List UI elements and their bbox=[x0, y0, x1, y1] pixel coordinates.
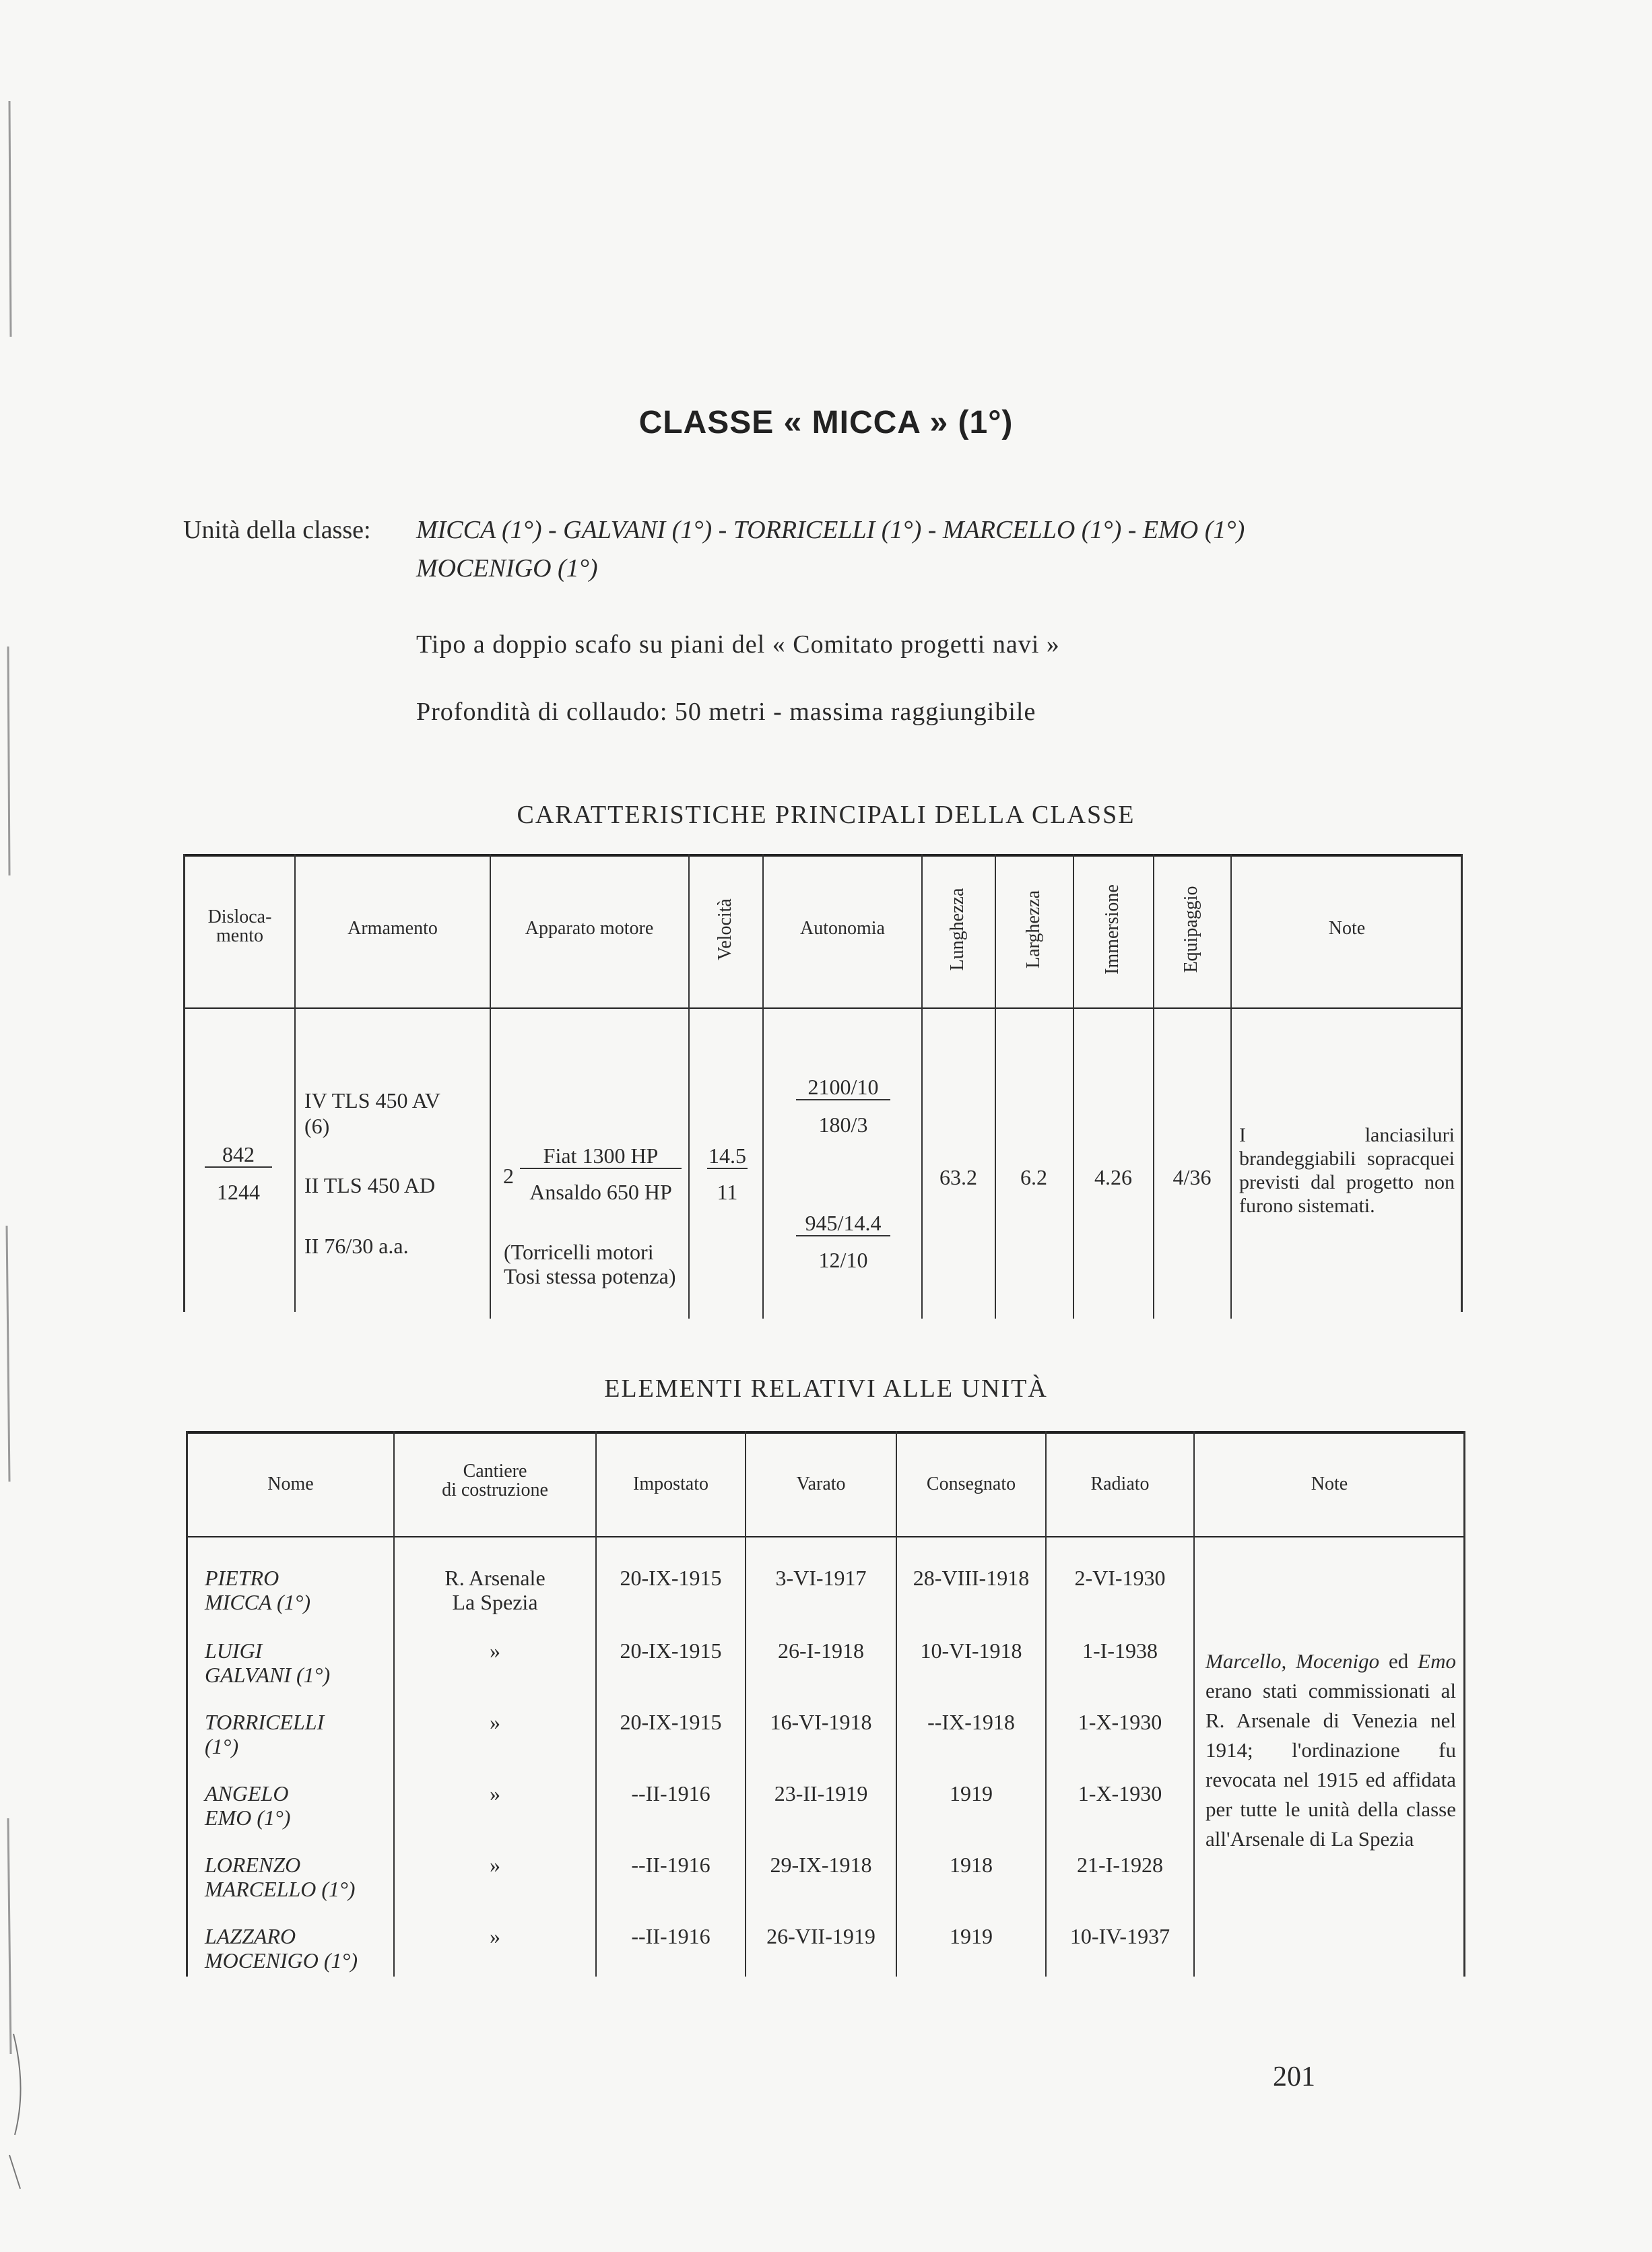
units-table bbox=[186, 1431, 1465, 1983]
stricken: 10-IV-1937 bbox=[1069, 1924, 1170, 1948]
laid-down: 20-IX-1915 bbox=[620, 1710, 722, 1734]
table-row bbox=[186, 1566, 1193, 1633]
page-number: 201 bbox=[1273, 2061, 1315, 2092]
header-nome: Nome bbox=[267, 1473, 314, 1494]
table-row bbox=[186, 1638, 1193, 1706]
stricken: 2-VI-1930 bbox=[1074, 1566, 1166, 1590]
header-lunghezza: Lunghezza bbox=[947, 888, 968, 971]
units-note-names: Marcello, Mocenigo bbox=[1205, 1649, 1380, 1673]
unit-name-1: TORRICELLI bbox=[205, 1710, 325, 1734]
delivered: 1919 bbox=[950, 1781, 993, 1806]
header-velocita: Velocità bbox=[715, 898, 735, 960]
header-radiato: Radiato bbox=[1090, 1473, 1150, 1494]
delivered: 28-VIII-1918 bbox=[913, 1566, 1030, 1590]
val-equipaggio: 4/36 bbox=[1172, 1165, 1212, 1189]
header-varato: Varato bbox=[796, 1473, 846, 1494]
val-immersione: 4.26 bbox=[1094, 1165, 1132, 1189]
arm-gun: II 76/30 a.a. bbox=[304, 1234, 409, 1258]
vel-surface: 14.5 bbox=[708, 1144, 746, 1168]
unit-name-1: LAZZARO bbox=[205, 1924, 296, 1948]
launched: 26-I-1918 bbox=[778, 1638, 864, 1663]
app-diesel: Fiat 1300 HP bbox=[520, 1144, 682, 1169]
units-list-line1: MICCA (1°) - GALVANI (1°) - TORRICELLI (1°) - MARCELLO (1°) - EMO (1°) bbox=[416, 516, 1245, 544]
header-cantiere-line1: Cantiere bbox=[463, 1461, 527, 1482]
type-line: Tipo a doppio scafo su piani del « Comitato progetti navi » bbox=[416, 630, 1060, 659]
aut-1: 2100/10 bbox=[796, 1075, 890, 1100]
vel-submerged: 11 bbox=[717, 1180, 738, 1204]
arm-torpedo-fwd: IV TLS 450 AV bbox=[304, 1088, 440, 1113]
header-armamento: Armamento bbox=[348, 918, 438, 939]
header-apparato-motore: Apparato motore bbox=[525, 918, 654, 939]
header-note: Note bbox=[1311, 1473, 1348, 1494]
disl-surface: 842 bbox=[205, 1142, 272, 1168]
stricken: 21-I-1928 bbox=[1077, 1853, 1163, 1877]
app-multiplier: 2 bbox=[503, 1164, 514, 1188]
units-note-text: erano stati commissionati al R. Arsenale di Venezia nel 1914; l'ordinazione fu revocata nel 1915 ed affidata per tutte le unità della classe all'Arsenale di La Spezia bbox=[1205, 1679, 1456, 1851]
stricken: 1-X-1930 bbox=[1078, 1781, 1162, 1806]
delivered: 10-VI-1918 bbox=[920, 1638, 1022, 1663]
header-cantiere bbox=[395, 1462, 595, 1500]
launched: 26-VII-1919 bbox=[766, 1924, 875, 1948]
delivered: 1919 bbox=[950, 1924, 993, 1948]
header-autonomia: Autonomia bbox=[800, 918, 885, 939]
table-row bbox=[186, 1710, 1193, 1777]
header-larghezza: Larghezza bbox=[1023, 890, 1044, 969]
header-impostato: Impostato bbox=[633, 1473, 708, 1494]
units-note bbox=[1205, 1647, 1456, 1854]
launched: 29-IX-1918 bbox=[770, 1853, 872, 1877]
table-row bbox=[186, 1853, 1193, 1920]
unit-name-2: EMO (1°) bbox=[205, 1806, 291, 1830]
binding-edge-marks bbox=[0, 0, 27, 2252]
char-table-caption: CARATTERISTICHE PRINCIPALI DELLA CLASSE bbox=[517, 801, 1135, 829]
shipyard-1: » bbox=[490, 1853, 500, 1877]
page-title: CLASSE « MICCA » (1°) bbox=[638, 405, 1014, 440]
launched: 3-VI-1917 bbox=[775, 1566, 867, 1590]
disl-submerged: 1244 bbox=[217, 1180, 260, 1204]
header-equipaggio: Equipaggio bbox=[1181, 886, 1201, 973]
char-note: I lanciasiluri brandeggiabili sopracquei previsti dal progetto non furono sistemati. bbox=[1239, 1124, 1455, 1217]
unit-name-1: LORENZO bbox=[205, 1853, 301, 1877]
header-dislocamento: Disloca- mento bbox=[207, 906, 272, 946]
units-note-emo: Emo bbox=[1418, 1649, 1456, 1673]
units-list-line2: MOCENIGO (1°) bbox=[416, 554, 598, 583]
laid-down: 20-IX-1915 bbox=[620, 1566, 722, 1590]
unit-name-1: ANGELO bbox=[205, 1781, 289, 1806]
unit-name-1: PIETRO bbox=[205, 1566, 279, 1590]
shipyard-1: R. Arsenale bbox=[444, 1566, 546, 1590]
laid-down: --II-1916 bbox=[631, 1853, 711, 1877]
arm-torpedo-fwd-count: (6) bbox=[304, 1114, 330, 1138]
laid-down: --II-1916 bbox=[631, 1924, 711, 1948]
laid-down: 20-IX-1915 bbox=[620, 1638, 722, 1663]
shipyard-1: » bbox=[490, 1781, 500, 1806]
delivered: --IX-1918 bbox=[927, 1710, 1015, 1734]
header-immersione: Immersione bbox=[1102, 884, 1123, 974]
header-note: Note bbox=[1328, 918, 1366, 939]
unit-name-2: (1°) bbox=[205, 1734, 239, 1758]
depth-line: Profondità di collaudo: 50 metri - massima raggiungibile bbox=[416, 698, 1036, 726]
units-table-caption: ELEMENTI RELATIVI ALLE UNITÀ bbox=[604, 1375, 1048, 1403]
val-lunghezza: 63.2 bbox=[939, 1165, 977, 1189]
launched: 16-VI-1918 bbox=[770, 1710, 872, 1734]
laid-down: --II-1916 bbox=[631, 1781, 711, 1806]
stricken: 1-X-1930 bbox=[1078, 1710, 1162, 1734]
arm-torpedo-aft: II TLS 450 AD bbox=[304, 1173, 436, 1197]
char-table bbox=[183, 854, 1463, 1325]
header-cantiere-line2: di costruzione bbox=[442, 1480, 548, 1500]
unit-name-2: MICCA (1°) bbox=[205, 1590, 311, 1614]
launched: 23-II-1919 bbox=[774, 1781, 868, 1806]
shipyard-2: La Spezia bbox=[452, 1590, 538, 1614]
table-row bbox=[186, 1781, 1193, 1849]
shipyard-1: » bbox=[490, 1924, 500, 1948]
shipyard-1: » bbox=[490, 1710, 500, 1734]
stricken: 1-I-1938 bbox=[1082, 1638, 1158, 1663]
header-consegnato: Consegnato bbox=[926, 1473, 1016, 1494]
shipyard-1: » bbox=[490, 1638, 500, 1663]
app-note: (Torricelli motori Tosi stessa potenza) bbox=[504, 1240, 676, 1288]
units-label: Unità della classe: bbox=[183, 516, 371, 544]
aut-4: 12/10 bbox=[818, 1248, 868, 1272]
table-row bbox=[186, 1924, 1193, 1991]
unit-name-1: LUIGI bbox=[205, 1638, 263, 1663]
delivered: 1918 bbox=[950, 1853, 993, 1877]
unit-name-2: GALVANI (1°) bbox=[205, 1663, 331, 1687]
aut-2: 180/3 bbox=[818, 1113, 868, 1137]
app-electric: Ansaldo 650 HP bbox=[529, 1180, 672, 1204]
units-note-ed: ed bbox=[1389, 1649, 1409, 1673]
unit-name-2: MARCELLO (1°) bbox=[205, 1877, 356, 1901]
unit-name-2: MOCENIGO (1°) bbox=[205, 1948, 358, 1973]
val-larghezza: 6.2 bbox=[1020, 1165, 1047, 1189]
aut-3: 945/14.4 bbox=[796, 1211, 890, 1236]
